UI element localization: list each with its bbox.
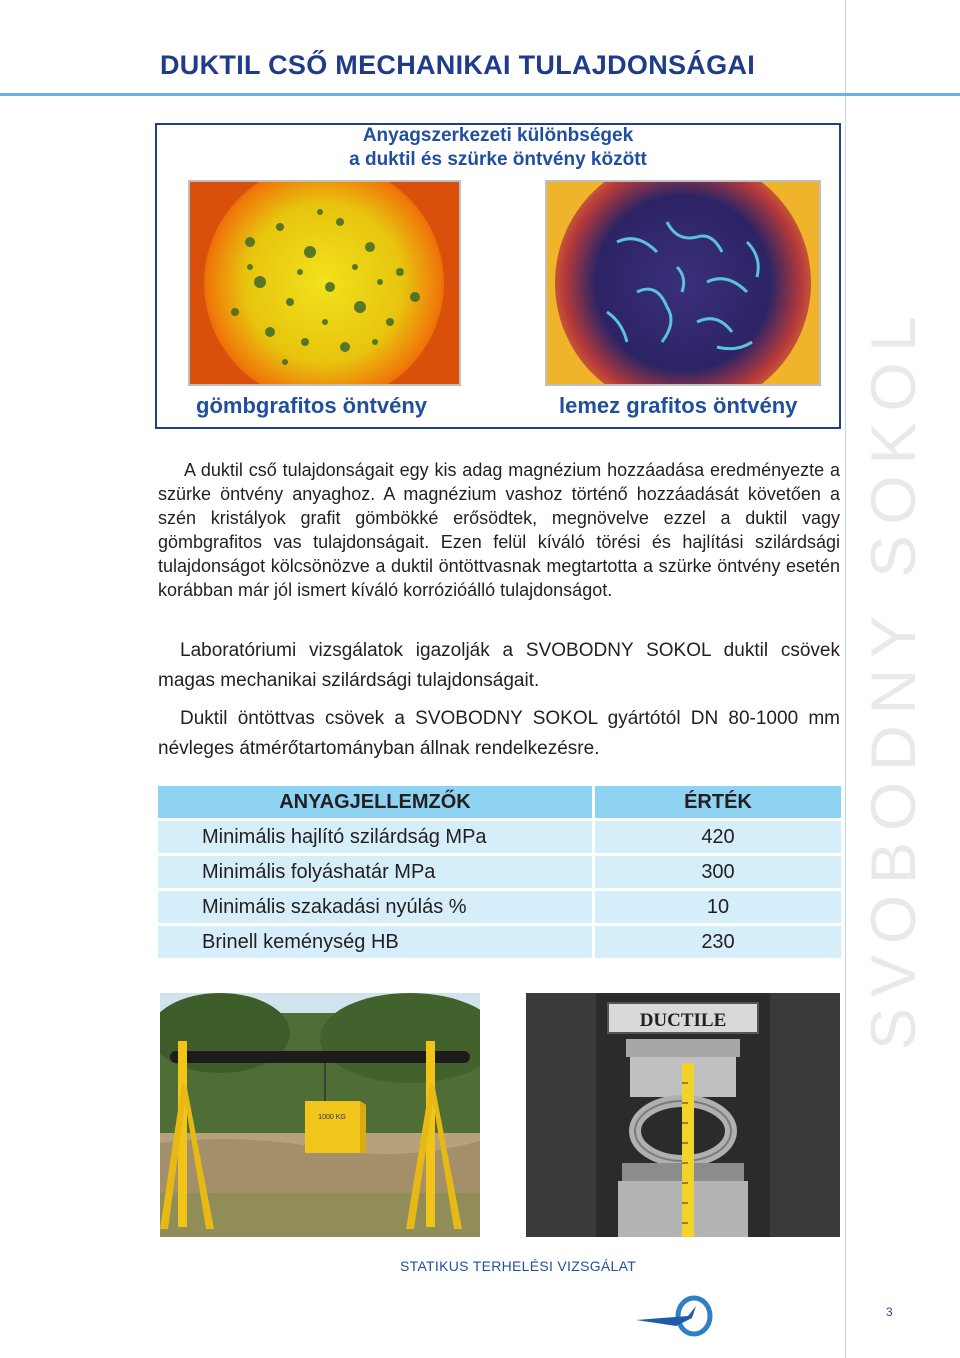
row-value: 300 [592,856,841,888]
row-property: Brinell keménység HB [158,926,592,958]
row-value: 230 [592,926,841,958]
microstructure-caption-line1: Anyagszerkezeti különbségek [362,125,634,146]
right-margin-rule [845,0,846,1358]
weight-box-label: 1000 KG [318,1114,346,1121]
flake-graphite-micrograph [545,180,821,386]
static-load-test-photo [160,993,480,1237]
paragraph-magnesium: A duktil cső tulajdonságait egy kis adag magnézium hozzáadása eredményezte a szürke öntvény anyaghoz. A magnézium vashoz történő hozzáadását követően a szén kristályok grafit gömbökké erősödtek, megnövelve ezzel a duktil vagy gömbgrafitos vas tulajdonságait. Ezen felül kíváló törési és hajlítási szilárdsági tulajdonságot kölcsönözve a duktil öntöttvasnak megtartotta a szürke öntvény esetén korábban már jól ismert kíváló korrózióálló tulajdonságot. [158,460,840,600]
ductile-sign: DUCTILE [639,1010,727,1031]
table-row [158,856,841,888]
table-row [158,821,841,853]
microstructure-panel [155,123,841,429]
row-value: 10 [592,891,841,923]
row-property: Minimális hajlító szilárdság MPa [158,821,592,853]
ring-compression-test-photo [526,993,840,1237]
material-properties-table [158,783,841,961]
header-property: ANYAGJELLEMZŐK [158,786,592,818]
sokol-logo [636,1292,718,1351]
paragraph-laboratory: Laboratóriumi vizsgálatok igazolják a SVOBODNY SOKOL duktil csövek magas mechanikai szilárdsági tulajdonságait. [158,640,840,691]
side-brand-watermark: SVOBODNY SOKOL [859,305,929,1050]
spheroidal-graphite-label: gömbgrafitos öntvény [196,393,428,418]
page-number: 3 [886,1305,893,1319]
flake-graphite-label: lemez grafitos öntvény [559,393,798,418]
table-row [158,926,841,958]
table-row [158,891,841,923]
row-value: 420 [592,821,841,853]
header-value: ÉRTÉK [592,786,841,818]
paragraph-availability: Duktil öntöttvas csövek a SVOBODNY SOKOL gyártótól DN 80-1000 mm névleges átmérőtartományban állnak rendelkezésre. [158,708,840,759]
row-property: Minimális folyáshatár MPa [158,856,592,888]
table-header-row [158,786,841,818]
title-underline [0,93,960,96]
row-property: Minimális szakadási nyúlás % [158,891,592,923]
microstructure-caption-line2: a duktil és szürke öntvény között [349,149,647,170]
page-title: DUKTIL CSŐ MECHANIKAI TULAJDONSÁGAI [160,50,756,80]
photo-caption: STATIKUS TERHELÉSI VIZSGÁLAT [400,1258,637,1274]
spheroidal-graphite-micrograph [188,180,461,386]
